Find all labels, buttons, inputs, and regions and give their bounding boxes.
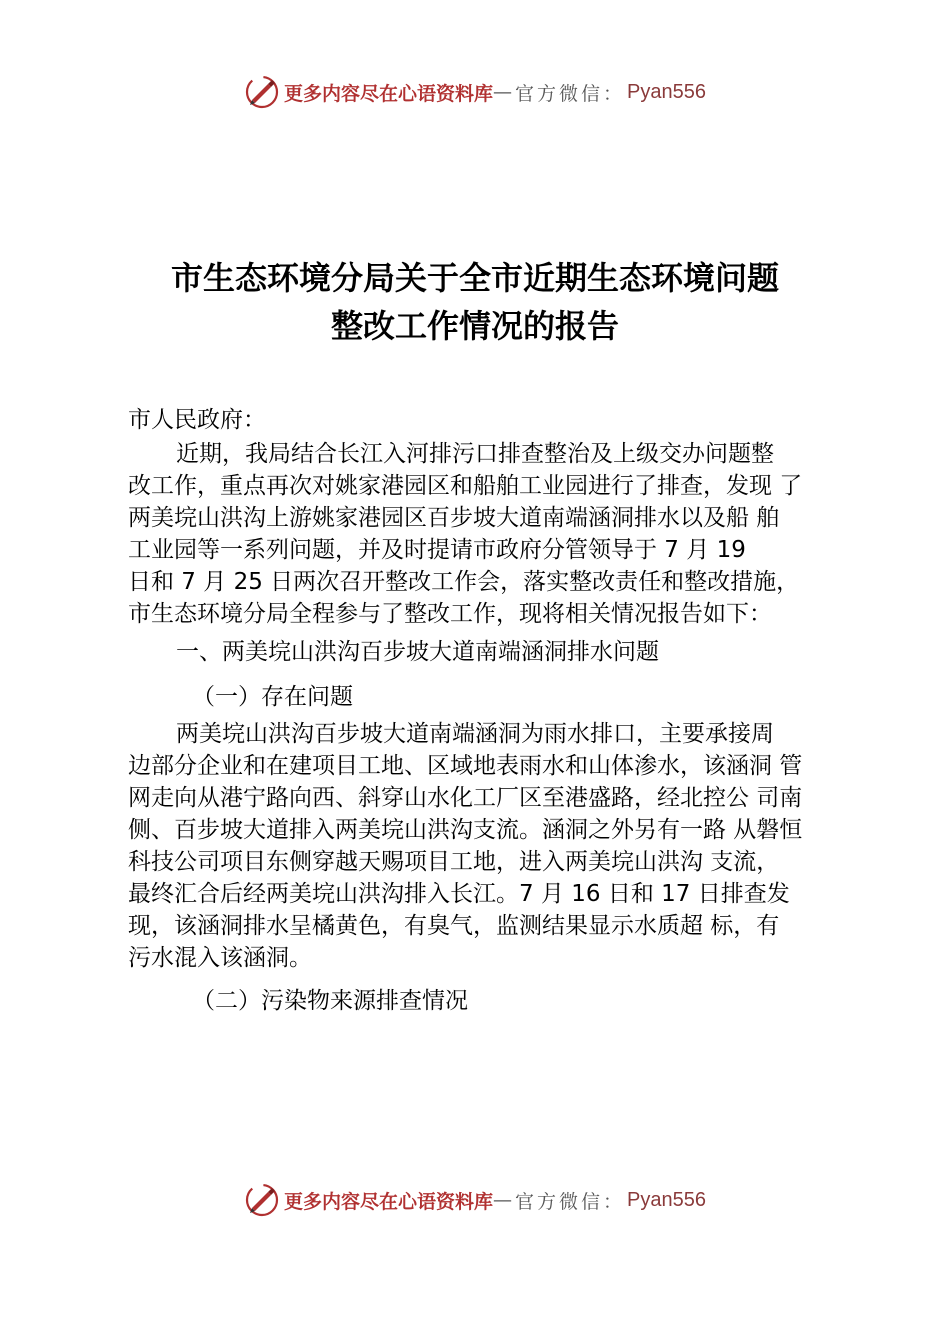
document-title-line1: 市生态环境分局关于全市近期生态环境问题 [170, 259, 779, 297]
watermark-main-text: 更多内容尽在心语资料库 [284, 1190, 494, 1213]
paragraph1-line4: 工业园等一系列问题，并及时提请市政府分管领导于 7 月 19 [128, 537, 746, 563]
watermark-dash: — [493, 81, 516, 103]
watermark-banner-top [0, 70, 950, 114]
paragraph1-line2: 改工作，重点再次对姚家港园区和船舶工业园进行了排查，发现 了 [128, 473, 803, 499]
watermark-official-label: 官方微信： [515, 82, 626, 105]
paragraph2-line6: 最终汇合后经两美垸山洪沟排入长江。7 月 16 日和 17 日排查发 [128, 881, 790, 907]
watermark-wechat-id: Pyan556 [627, 80, 706, 103]
paragraph2-line3: 网走向从港宁路向西、斜穿山水化工厂区至港盛路，经北控公 司南 [128, 785, 803, 811]
paragraph1-line1: 近期，我局结合长江入河排污口排查整治及上级交办问题整 [176, 441, 774, 467]
paragraph2-line2: 边部分企业和在建项目工地、区域地表雨水和山体渗水，该涵洞 管 [128, 753, 803, 779]
paragraph2-line7: 现，该涵洞排水呈橘黄色，有臭气，监测结果显示水质超 标，有 [128, 913, 780, 939]
watermark-wechat-id: Pyan556 [627, 1188, 706, 1211]
subsection1-heading: （一）存在问题 [192, 684, 353, 710]
document-title-line2: 整改工作情况的报告 [330, 307, 619, 345]
paragraph2-line8: 污水混入该涵洞。 [128, 945, 312, 971]
paragraph1-line3: 两美垸山洪沟上游姚家港园区百步坡大道南端涵洞排水以及船 舶 [128, 505, 780, 531]
pen-seal-icon [244, 74, 280, 110]
section1-heading: 一、两美垸山洪沟百步坡大道南端涵洞排水问题 [176, 639, 659, 665]
watermark-main-text: 更多内容尽在心语资料库 [284, 82, 494, 105]
watermark-dash: — [493, 1189, 516, 1211]
paragraph1-line6: 市生态环境分局全程参与了整改工作，现将相关情况报告如下： [128, 601, 772, 627]
pen-seal-icon [244, 1182, 280, 1218]
paragraph2-line4: 侧、百步坡大道排入两美垸山洪沟支流。涵洞之外另有一路 从磐恒 [128, 817, 803, 843]
watermark-banner-bottom [0, 1178, 950, 1222]
subsection2-heading: （二）污染物来源排查情况 [192, 988, 468, 1014]
paragraph2-line1: 两美垸山洪沟百步坡大道南端涵洞为雨水排口，主要承接周 [176, 721, 774, 747]
paragraph2-line5: 科技公司项目东侧穿越天赐项目工地，进入两美垸山洪沟 支流， [128, 849, 780, 875]
salutation: 市人民政府： [128, 407, 266, 433]
watermark-official-label: 官方微信： [515, 1190, 626, 1213]
paragraph1-line5: 日和 7 月 25 日两次召开整改工作会，落实整改责任和整改措施， [128, 569, 800, 595]
